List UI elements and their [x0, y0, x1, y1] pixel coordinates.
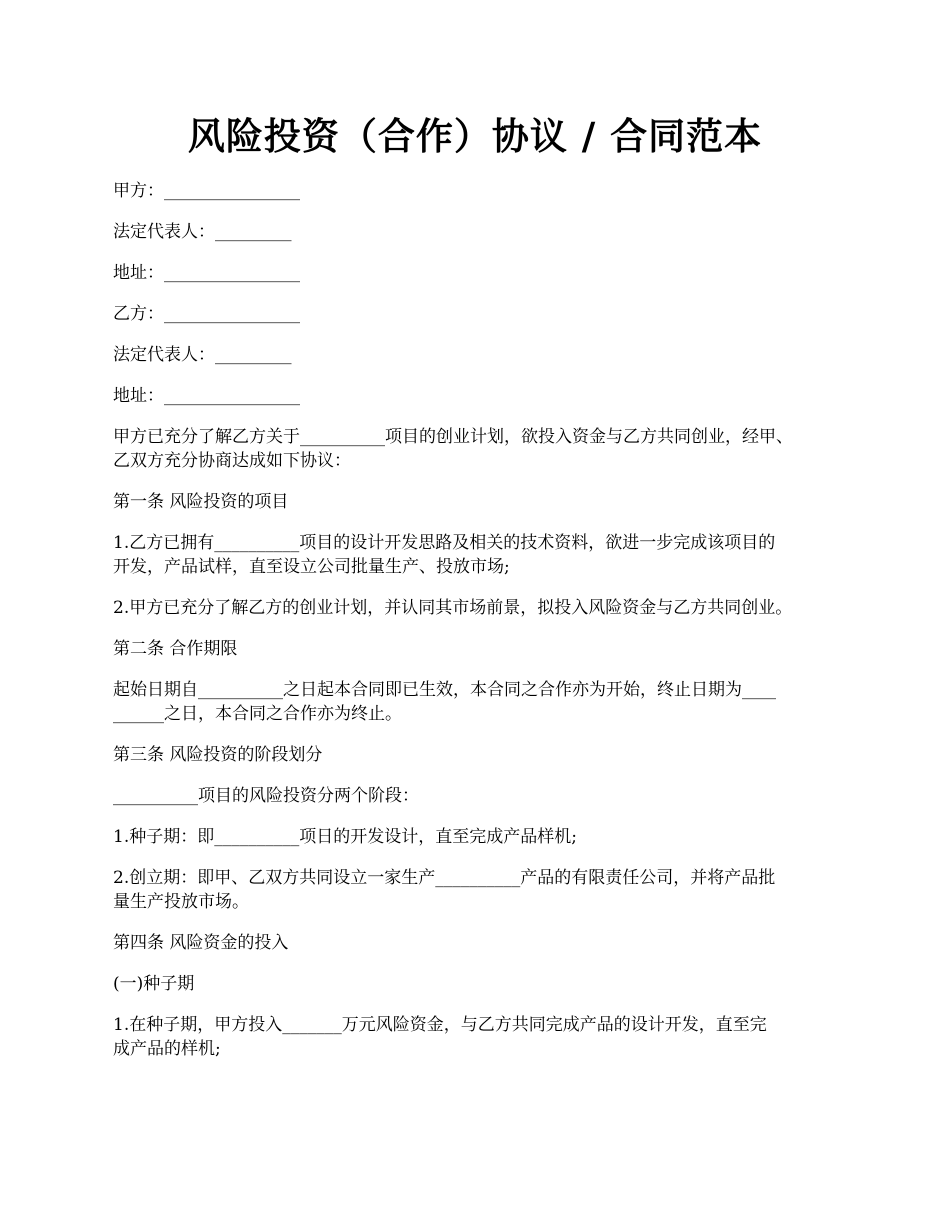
- paragraph-line: 甲方已充分了解乙方关于__________项目的创业计划，欲投入资金与乙方共同创业，经甲、: [113, 427, 793, 447]
- document-body: [113, 179, 853, 1078]
- article-3-heading: 第三条 风险投资的阶段划分: [113, 745, 323, 765]
- seed-stage-subheading: (一)种子期: [113, 974, 195, 994]
- paragraph-line: ______之日，本合同之合作亦为终止。: [113, 704, 402, 724]
- paragraph-line: 开发，产品试样，直至设立公司批量生产、投放市场;: [113, 557, 510, 577]
- paragraph-line: 乙双方充分协商达成如下协议：: [113, 451, 351, 471]
- party-a-address-line: 地址：________________: [113, 263, 300, 283]
- document-title: 风险投资（合作）协议 / 合同范本: [187, 114, 763, 158]
- paragraph-line: 量生产投放市场。: [113, 892, 249, 912]
- paragraph-line: 1.乙方已拥有__________项目的设计开发思路及相关的技术资料，欲进一步完成该项目的: [113, 533, 776, 553]
- article-4-heading: 第四条 风险资金的投入: [113, 933, 289, 953]
- party-b-line: 乙方：________________: [113, 304, 300, 324]
- article-3-intro: __________项目的风险投资分两个阶段：: [113, 786, 419, 806]
- paragraph-line: 成产品的样机;: [113, 1039, 221, 1059]
- article-3-clause-2: [113, 866, 853, 914]
- article-2-heading: 第二条 合作期限: [113, 639, 238, 659]
- party-b-address-line: 地址：________________: [113, 386, 300, 406]
- paragraph-line: 1.在种子期，甲方投入_______万元风险资金，与乙方共同完成产品的设计开发，直至完: [113, 1015, 767, 1035]
- article-3-clause-1: 1.种子期：即__________项日的开发设计，直至完成产品样机;: [113, 827, 577, 847]
- paragraph-line: 2.创立期：即甲、乙双方共同设立一家生产__________产品的有限责任公司，并将产品批: [113, 868, 776, 888]
- preamble-paragraph: [113, 425, 853, 473]
- party-a-line: 甲方：________________: [113, 181, 300, 201]
- party-b-representative-line: 法定代表人：_________: [113, 345, 292, 365]
- article-2-term-paragraph: [113, 678, 853, 726]
- paragraph-line: 起始日期自__________之日起本合同即已生效，本合同之合作亦为开始，终止日期为____: [113, 680, 776, 700]
- article-1-heading: 第一条 风险投资的项目: [113, 492, 289, 512]
- party-a-representative-line: 法定代表人：_________: [113, 222, 292, 242]
- article-1-clause-1: [113, 531, 853, 579]
- seed-stage-clause-1: [113, 1013, 853, 1061]
- article-1-clause-2: 2.甲方已充分了解乙方的创业计划，并认同其市场前景，拟投入风险资金与乙方共同创业。: [113, 598, 793, 618]
